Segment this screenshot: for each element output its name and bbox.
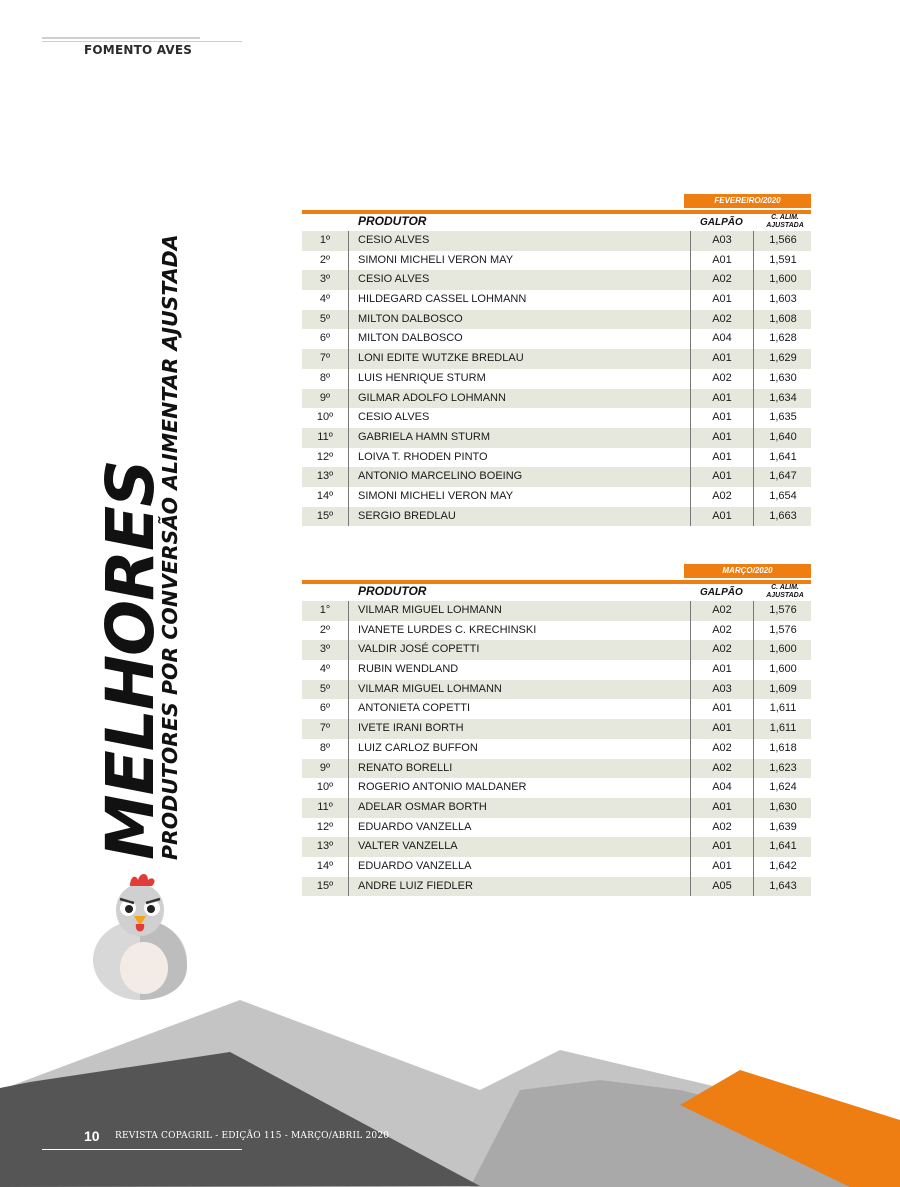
- producer-cell: GILMAR ADOLFO LOHMANN: [358, 391, 506, 404]
- table-row: [302, 798, 811, 818]
- conversion-cell: 1,609: [769, 682, 797, 695]
- table-row: [302, 428, 811, 448]
- shed-cell: A01: [690, 349, 754, 369]
- column-header-conversion-line1: C. ALIM.: [771, 214, 799, 221]
- conversion-cell: 1,623: [769, 761, 797, 774]
- shed-cell: A01: [690, 798, 754, 818]
- conversion-cell: 1,608: [769, 312, 797, 325]
- shed-cell: A01: [690, 290, 754, 310]
- conversion-cell: 1,600: [769, 663, 797, 676]
- table-rows: [302, 231, 811, 526]
- chicken-pupil-right: [147, 905, 155, 913]
- producer-cell: ANTONIO MARCELINO BOEING: [358, 470, 523, 483]
- shed-cell: A01: [690, 837, 754, 857]
- table-row: [302, 270, 811, 290]
- conversion-cell: 1,630: [769, 371, 797, 384]
- table-row: [302, 448, 811, 468]
- shed-cell: A01: [690, 719, 754, 739]
- title-main: MELHORES: [92, 460, 169, 860]
- shed-cell: A03: [690, 680, 754, 700]
- chicken-illustration: [90, 868, 190, 1000]
- producer-cell: LUIZ CARLOZ BUFFON: [358, 741, 478, 754]
- rank-cell: 5º: [302, 680, 349, 700]
- rank-cell: 1º: [302, 231, 349, 251]
- conversion-cell: 1,611: [769, 722, 797, 735]
- shed-cell: A02: [690, 369, 754, 389]
- table-row: [302, 310, 811, 330]
- shed-cell: A02: [690, 270, 754, 290]
- page-number: 10: [84, 1128, 100, 1144]
- table-row: [302, 487, 811, 507]
- rank-cell: 6º: [302, 329, 349, 349]
- conversion-cell: 1,642: [769, 859, 797, 872]
- conversion-cell: 1,654: [769, 489, 797, 502]
- conversion-cell: 1,635: [769, 411, 797, 424]
- rank-cell: 11º: [302, 428, 349, 448]
- column-header-conversion-line2: AJUSTADA: [766, 221, 804, 229]
- rank-cell: 14º: [302, 487, 349, 507]
- vertical-title: [92, 234, 200, 860]
- table-row: [302, 251, 811, 271]
- table-row: [302, 778, 811, 798]
- header-rule: [42, 37, 200, 39]
- shed-cell: A01: [690, 467, 754, 487]
- producer-cell: ANTONIETA COPETTI: [358, 702, 471, 715]
- shed-cell: A02: [690, 621, 754, 641]
- producer-cell: ANDRE LUIZ FIEDLER: [358, 879, 473, 892]
- table-row: [302, 389, 811, 409]
- producer-cell: EDUARDO VANZELLA: [358, 859, 472, 872]
- producer-cell: IVETE IRANI BORTH: [358, 722, 464, 735]
- rank-cell: 13º: [302, 837, 349, 857]
- producer-cell: VALTER VANZELLA: [358, 840, 458, 853]
- column-header-conversion: [760, 214, 810, 229]
- producer-cell: IVANETE LURDES C. KRECHINSKI: [358, 623, 537, 636]
- shed-cell: A01: [690, 389, 754, 409]
- rank-cell: 15º: [302, 877, 349, 897]
- shed-cell: A01: [690, 857, 754, 877]
- shed-cell: A01: [690, 428, 754, 448]
- conversion-cell: 1,628: [769, 332, 797, 345]
- table-row: [302, 680, 811, 700]
- producer-cell: LONI EDITE WUTZKE BREDLAU: [358, 352, 524, 365]
- shed-cell: A01: [690, 507, 754, 527]
- conversion-cell: 1,576: [769, 604, 797, 616]
- shed-cell: A02: [690, 310, 754, 330]
- conversion-cell: 1,641: [769, 450, 797, 463]
- producer-cell: CESIO ALVES: [358, 411, 430, 424]
- rank-cell: 6º: [302, 699, 349, 719]
- shed-cell: A02: [690, 739, 754, 759]
- producer-cell: LUIS HENRIQUE STURM: [358, 371, 486, 384]
- rank-cell: 12º: [302, 818, 349, 838]
- table-row: [302, 231, 811, 251]
- shed-cell: A01: [690, 448, 754, 468]
- footer-text: REVISTA COPAGRIL - EDIÇÃO 115 - MARÇO/ABRIL 2020: [115, 1131, 390, 1141]
- producer-cell: HILDEGARD CASSEL LOHMANN: [358, 293, 527, 306]
- table-row: [302, 857, 811, 877]
- rank-cell: 13º: [302, 467, 349, 487]
- rank-cell: 2º: [302, 621, 349, 641]
- section-label: FOMENTO AVES: [84, 43, 193, 57]
- table-row: [302, 408, 811, 428]
- producer-cell: RENATO BORELLI: [358, 761, 453, 774]
- bottom-decoration: [0, 990, 900, 1187]
- rank-cell: 1°: [302, 601, 349, 621]
- producer-cell: VILMAR MIGUEL LOHMANN: [358, 682, 502, 695]
- column-header-conversion-line2: AJUSTADA: [766, 591, 804, 599]
- table-row: [302, 837, 811, 857]
- rank-cell: 8º: [302, 739, 349, 759]
- conversion-cell: 1,643: [769, 879, 797, 892]
- conversion-cell: 1,647: [769, 470, 797, 483]
- header-rule-thin: [42, 41, 242, 42]
- conversion-cell: 1,641: [769, 840, 797, 853]
- producer-cell: CESIO ALVES: [358, 234, 430, 246]
- column-header-producer: PRODUTOR: [358, 584, 427, 598]
- rank-cell: 4º: [302, 290, 349, 310]
- column-header-producer: PRODUTOR: [358, 214, 427, 228]
- table-row: [302, 507, 811, 527]
- rank-cell: 3º: [302, 270, 349, 290]
- table-row: [302, 759, 811, 779]
- rank-cell: 7º: [302, 719, 349, 739]
- rank-cell: 7º: [302, 349, 349, 369]
- shed-cell: A02: [690, 818, 754, 838]
- conversion-cell: 1,634: [769, 391, 797, 404]
- rank-cell: 5º: [302, 310, 349, 330]
- producer-cell: VILMAR MIGUEL LOHMANN: [358, 604, 502, 616]
- shed-cell: A01: [690, 660, 754, 680]
- producer-cell: GABRIELA HAMN STURM: [358, 430, 491, 443]
- conversion-cell: 1,566: [769, 234, 797, 246]
- rank-cell: 3º: [302, 640, 349, 660]
- footer-rule: [42, 1149, 242, 1150]
- table-row: [302, 369, 811, 389]
- producer-cell: VALDIR JOSÉ COPETTI: [358, 643, 480, 656]
- table-row: [302, 699, 811, 719]
- rank-cell: 11º: [302, 798, 349, 818]
- shed-cell: A02: [690, 640, 754, 660]
- column-header-conversion: [760, 584, 810, 599]
- table-row: [302, 818, 811, 838]
- table-row: [302, 877, 811, 897]
- shed-cell: A01: [690, 699, 754, 719]
- producer-cell: LOIVA T. RHODEN PINTO: [358, 450, 488, 463]
- table-row: [302, 739, 811, 759]
- table-row: [302, 601, 811, 621]
- conversion-cell: 1,603: [769, 293, 797, 306]
- period-tag: MARÇO/2020: [684, 564, 811, 578]
- conversion-cell: 1,640: [769, 430, 797, 443]
- conversion-cell: 1,600: [769, 643, 797, 656]
- column-header-shed: GALPÃO: [700, 217, 743, 228]
- rank-cell: 10º: [302, 778, 349, 798]
- chicken-comb: [130, 874, 155, 886]
- producer-cell: SERGIO BREDLAU: [358, 509, 456, 522]
- producer-cell: SIMONI MICHELI VERON MAY: [358, 489, 514, 502]
- conversion-cell: 1,624: [769, 781, 797, 794]
- title-subtitle: PRODUTORES POR CONVERSÃO ALIMENTAR AJUSTADA: [158, 234, 182, 860]
- table-row: [302, 290, 811, 310]
- producer-cell: ROGERIO ANTONIO MALDANER: [358, 781, 527, 794]
- shed-cell: A05: [690, 877, 754, 897]
- rank-cell: 14º: [302, 857, 349, 877]
- producer-cell: MILTON DALBOSCO: [358, 312, 463, 325]
- conversion-cell: 1,663: [769, 509, 797, 522]
- producer-cell: ADELAR OSMAR BORTH: [358, 800, 487, 813]
- table-row: [302, 640, 811, 660]
- producer-cell: MILTON DALBOSCO: [358, 332, 463, 345]
- chicken-pupil-left: [125, 905, 133, 913]
- column-header-conversion-line1: C. ALIM.: [771, 584, 799, 591]
- rank-cell: 2º: [302, 251, 349, 271]
- conversion-cell: 1,639: [769, 820, 797, 833]
- rank-cell: 15º: [302, 507, 349, 527]
- shed-cell: A04: [690, 778, 754, 798]
- conversion-cell: 1,611: [769, 702, 797, 715]
- shed-cell: A02: [690, 759, 754, 779]
- table-row: [302, 621, 811, 641]
- producer-cell: SIMONI MICHELI VERON MAY: [358, 253, 514, 266]
- conversion-cell: 1,618: [769, 741, 797, 754]
- table-row: [302, 467, 811, 487]
- rank-cell: 8º: [302, 369, 349, 389]
- conversion-cell: 1,629: [769, 352, 797, 365]
- rank-cell: 9º: [302, 759, 349, 779]
- shed-cell: A02: [690, 487, 754, 507]
- producer-cell: EDUARDO VANZELLA: [358, 820, 472, 833]
- rank-cell: 9º: [302, 389, 349, 409]
- shed-cell: A03: [690, 231, 754, 251]
- shed-cell: A04: [690, 329, 754, 349]
- producer-cell: RUBIN WENDLAND: [358, 663, 459, 676]
- table-row: [302, 719, 811, 739]
- conversion-cell: 1,600: [769, 273, 797, 286]
- table-row: [302, 660, 811, 680]
- period-tag: FEVEREIRO/2020: [684, 194, 811, 208]
- shed-cell: A01: [690, 408, 754, 428]
- table-rows: [302, 601, 811, 896]
- shed-cell: A01: [690, 251, 754, 271]
- table-row: [302, 349, 811, 369]
- rank-cell: 10º: [302, 408, 349, 428]
- producer-cell: CESIO ALVES: [358, 273, 430, 286]
- conversion-cell: 1,576: [769, 623, 797, 636]
- table-row: [302, 329, 811, 349]
- chicken-belly: [120, 942, 168, 994]
- column-header-shed: GALPÃO: [700, 587, 743, 598]
- rank-cell: 4º: [302, 660, 349, 680]
- conversion-cell: 1,591: [769, 253, 797, 266]
- shed-cell: A02: [690, 601, 754, 621]
- conversion-cell: 1,630: [769, 800, 797, 813]
- rank-cell: 12º: [302, 448, 349, 468]
